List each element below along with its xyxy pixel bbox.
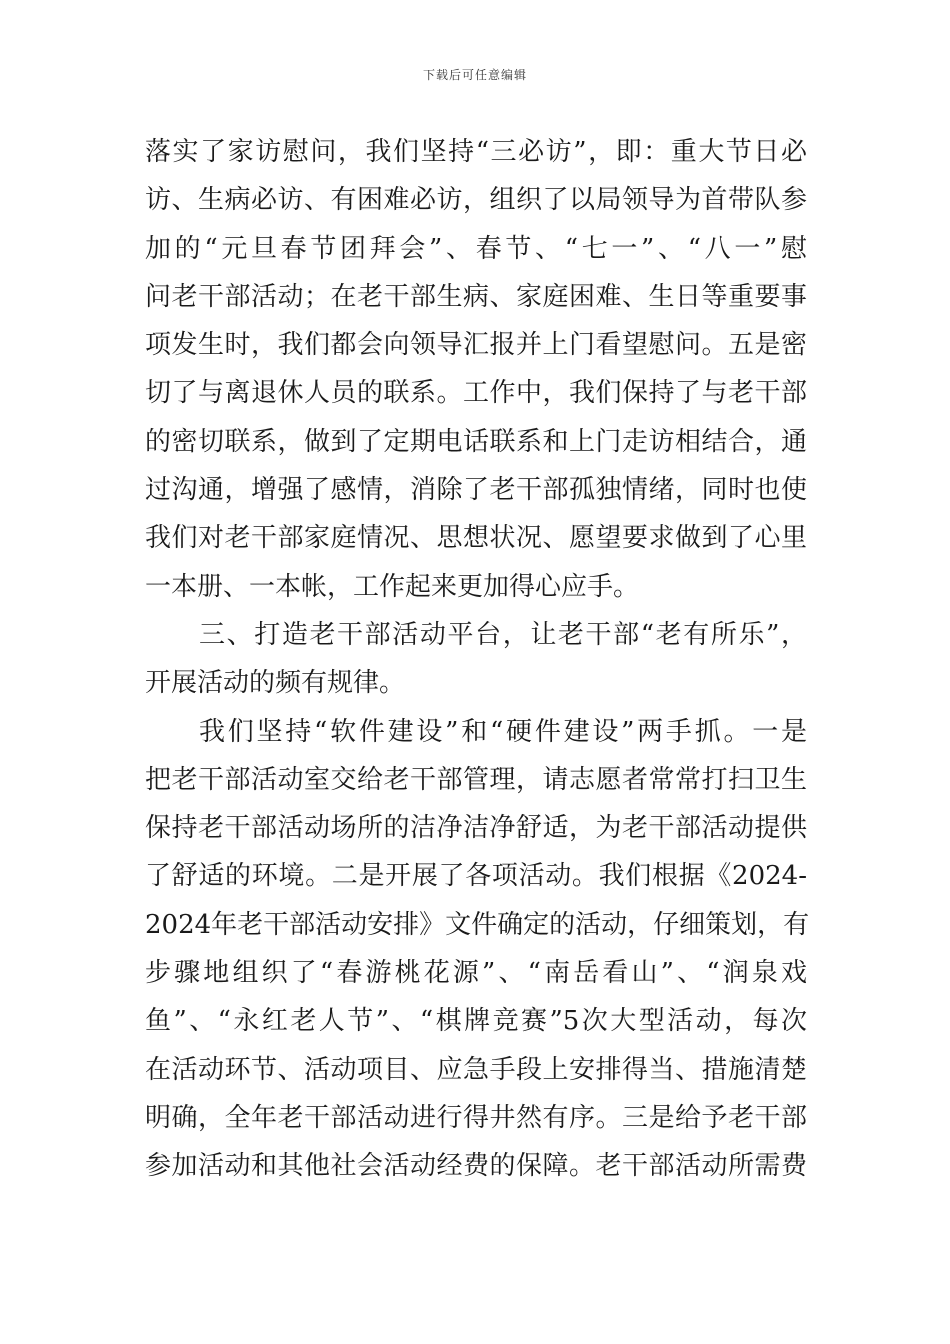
text-line: 把老干部活动室交给老干部管理，请志愿者常常打扫卫生	[145, 764, 807, 795]
text-line: 我们坚持“软件建设”和“硬件建设”两手抓。一是	[199, 716, 807, 747]
text-line: 我们对老干部家庭情况、思想状况、愿望要求做到了心里	[145, 523, 807, 554]
text-line: 一本册、一本帐，工作起来更加得心应手。	[145, 571, 640, 602]
section-heading-line: 开展活动的频有规律。	[145, 668, 406, 699]
text-line: 访、生病必访、有困难必访，组织了以局领导为首带队参	[145, 185, 807, 216]
text-line: 落实了家访慰问，我们坚持“三必访”，即：重大节日必	[145, 137, 807, 167]
text-line: 2024年老干部活动安排》文件确定的活动，仔细策划，有	[145, 909, 810, 940]
document-body	[145, 128, 810, 1191]
text-line: 加的“元旦春节团拜会”、春节、“七一”、“八一”慰	[145, 233, 807, 264]
text-line: 步骤地组织了“春游桃花源”、“南岳看山”、“润泉戏	[145, 958, 807, 989]
page-header: 下载后可任意编辑	[422, 68, 527, 82]
text-line: 切了与离退休人员的联系。工作中，我们保持了与老干部	[145, 378, 807, 409]
text-line: 参加活动和其他社会活动经费的保障。老干部活动所需费	[145, 1151, 807, 1182]
text-line: 了舒适的环境。二是开展了各项活动。我们根据《2024-	[145, 861, 807, 892]
text-line: 明确，全年老干部活动进行得井然有序。三是给予老干部	[145, 1102, 807, 1133]
section-heading-line: 三、打造老干部活动平台，让老干部“老有所乐”，	[199, 619, 807, 650]
text-line: 鱼”、“永红老人节”、“棋牌竞赛”5次大型活动，每次	[145, 1006, 807, 1037]
text-line: 的密切联系，做到了定期电话联系和上门走访相结合，通	[145, 426, 807, 457]
text-line: 在活动环节、活动项目、应急手段上安排得当、措施清楚	[145, 1054, 807, 1085]
text-line: 过沟通，增强了感情，消除了老干部孤独情绪，同时也使	[145, 475, 807, 506]
text-line: 项发生时，我们都会向领导汇报并上门看望慰问。五是密	[145, 330, 807, 361]
text-line: 保持老干部活动场所的洁净洁净舒适，为老干部活动提供	[145, 813, 807, 844]
text-line: 问老干部活动；在老干部生病、家庭困难、生日等重要事	[145, 281, 807, 312]
